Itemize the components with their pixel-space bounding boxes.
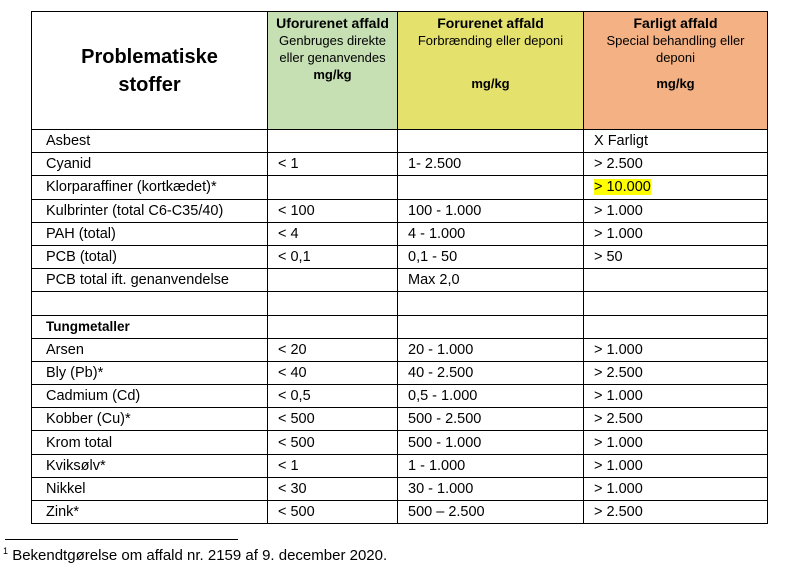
uforurenet-value: < 100 xyxy=(278,202,315,219)
uforurenet-value: < 1 xyxy=(278,457,299,474)
table-row xyxy=(32,222,768,245)
substance-cell xyxy=(32,408,268,431)
table-title: Problematiske stoffer xyxy=(81,45,218,96)
substance-cell xyxy=(32,269,268,292)
table-row xyxy=(32,431,768,454)
farligt-value: > 2.500 xyxy=(594,504,643,521)
table-row xyxy=(32,408,768,431)
waste-threshold-table xyxy=(31,11,768,524)
substance-value: Cyanid xyxy=(46,156,92,173)
substance-value: PAH (total) xyxy=(46,225,116,242)
forurenet-value: 0,5 - 1.000 xyxy=(408,388,478,405)
uforurenet-value: < 0,1 xyxy=(278,249,311,266)
substance-value: Tungmetaller xyxy=(46,319,130,335)
farligt-value: > 1.000 xyxy=(594,225,643,242)
forurenet-cell xyxy=(398,408,584,431)
farligt-cell xyxy=(584,153,768,176)
substance-cell xyxy=(32,199,268,222)
forurenet-cell xyxy=(398,501,584,524)
uforurenet-cell xyxy=(268,361,398,384)
farligt-cell xyxy=(584,385,768,408)
farligt-value: > 2.500 xyxy=(594,364,643,381)
substance-value: Klorparaffiner (kortkædet)* xyxy=(46,179,217,196)
table-row xyxy=(32,245,768,268)
farligt-value: > 1.000 xyxy=(594,434,643,451)
uforurenet-cell xyxy=(268,501,398,524)
farligt-cell xyxy=(584,408,768,431)
table-title-cell xyxy=(32,12,268,130)
table-row xyxy=(32,269,768,292)
substance-value: Kulbrinter (total C6-C35/40) xyxy=(46,202,224,219)
farligt-value: > 50 xyxy=(594,249,623,266)
header-uforurenet-unit: mg/kg xyxy=(313,67,352,82)
uforurenet-value: < 1 xyxy=(278,156,299,173)
table-row xyxy=(32,199,768,222)
uforurenet-value: < 20 xyxy=(278,341,307,358)
uforurenet-cell xyxy=(268,153,398,176)
table-row xyxy=(32,176,768,199)
table-row xyxy=(32,315,768,338)
substance-cell xyxy=(32,385,268,408)
farligt-cell xyxy=(584,245,768,268)
substance-cell xyxy=(32,130,268,153)
forurenet-value: 4 - 1.000 xyxy=(408,225,466,242)
table-row xyxy=(32,292,768,315)
forurenet-cell xyxy=(398,315,584,338)
forurenet-cell xyxy=(398,361,584,384)
farligt-cell xyxy=(584,222,768,245)
uforurenet-cell xyxy=(268,454,398,477)
header-uforurenet-title: Uforurenet affald xyxy=(276,15,389,31)
uforurenet-value: < 500 xyxy=(278,434,315,451)
footnote-separator xyxy=(5,539,238,540)
substance-value: PCB (total) xyxy=(46,249,117,266)
table-row xyxy=(32,385,768,408)
substance-cell xyxy=(32,501,268,524)
header-farligt-desc: Special behandling eller deponi xyxy=(606,33,745,65)
farligt-value: > 1.000 xyxy=(594,457,643,474)
farligt-cell xyxy=(584,292,768,315)
substance-value: Krom total xyxy=(46,434,113,451)
uforurenet-cell xyxy=(268,245,398,268)
forurenet-cell xyxy=(398,199,584,222)
uforurenet-value: < 30 xyxy=(278,480,307,497)
header-forurenet xyxy=(398,12,584,130)
forurenet-cell xyxy=(398,245,584,268)
forurenet-value: 100 - 1.000 xyxy=(408,202,482,219)
table-row xyxy=(32,454,768,477)
substance-value: Kobber (Cu)* xyxy=(46,411,131,428)
uforurenet-value: < 40 xyxy=(278,364,307,381)
header-row xyxy=(32,12,768,130)
uforurenet-value: < 0,5 xyxy=(278,388,311,405)
substance-value: Cadmium (Cd) xyxy=(46,388,141,405)
forurenet-cell xyxy=(398,222,584,245)
uforurenet-cell xyxy=(268,269,398,292)
substance-value: PCB total ift. genanvendelse xyxy=(46,272,229,289)
farligt-cell xyxy=(584,269,768,292)
uforurenet-cell xyxy=(268,431,398,454)
uforurenet-cell xyxy=(268,292,398,315)
forurenet-cell xyxy=(398,385,584,408)
uforurenet-cell xyxy=(268,315,398,338)
header-uforurenet xyxy=(268,12,398,130)
header-farligt-unit: mg/kg xyxy=(656,76,695,91)
uforurenet-cell xyxy=(268,477,398,500)
table-row xyxy=(32,153,768,176)
forurenet-cell xyxy=(398,431,584,454)
farligt-value: > 1.000 xyxy=(594,202,643,219)
substance-cell xyxy=(32,477,268,500)
farligt-value: > 2.500 xyxy=(594,411,643,428)
substance-value: Bly (Pb)* xyxy=(46,364,104,381)
farligt-value: > 1.000 xyxy=(594,341,643,358)
footnote-text: Bekendtgørelse om affald nr. 2159 af 9. december 2020. xyxy=(12,547,388,564)
forurenet-cell xyxy=(398,176,584,199)
farligt-cell xyxy=(584,338,768,361)
uforurenet-cell xyxy=(268,338,398,361)
footnote-marker: 1 xyxy=(3,546,9,556)
substance-cell xyxy=(32,245,268,268)
forurenet-cell xyxy=(398,292,584,315)
farligt-cell xyxy=(584,454,768,477)
forurenet-cell xyxy=(398,454,584,477)
substance-cell xyxy=(32,176,268,199)
uforurenet-cell xyxy=(268,408,398,431)
uforurenet-value: < 4 xyxy=(278,225,299,242)
substance-value: Arsen xyxy=(46,341,84,358)
header-uforurenet-desc: Genbruges direkte eller genanvendes xyxy=(279,33,386,65)
farligt-cell xyxy=(584,431,768,454)
uforurenet-cell xyxy=(268,385,398,408)
farligt-value: X Farligt xyxy=(594,133,648,150)
farligt-cell xyxy=(584,176,768,199)
farligt-value: > 1.000 xyxy=(594,480,643,497)
substance-value: Asbest xyxy=(46,133,91,150)
uforurenet-value: < 500 xyxy=(278,411,315,428)
substance-cell xyxy=(32,338,268,361)
forurenet-value: 0,1 - 50 xyxy=(408,249,458,266)
forurenet-value: 1 - 1.000 xyxy=(408,457,466,474)
uforurenet-cell xyxy=(268,176,398,199)
forurenet-value: 30 - 1.000 xyxy=(408,480,474,497)
forurenet-value: 500 - 2.500 xyxy=(408,411,482,428)
footnote xyxy=(3,547,387,564)
farligt-value: > 1.000 xyxy=(594,388,643,405)
farligt-value: > 2.500 xyxy=(594,156,643,173)
table-row xyxy=(32,477,768,500)
header-forurenet-title: Forurenet affald xyxy=(437,15,544,31)
substance-cell xyxy=(32,454,268,477)
forurenet-value: 500 – 2.500 xyxy=(408,504,485,521)
substance-cell xyxy=(32,315,268,338)
table-row xyxy=(32,338,768,361)
farligt-cell xyxy=(584,477,768,500)
forurenet-cell xyxy=(398,477,584,500)
farligt-cell xyxy=(584,361,768,384)
farligt-cell xyxy=(584,315,768,338)
substance-value: Nikkel xyxy=(46,480,86,497)
forurenet-value: 500 - 1.000 xyxy=(408,434,482,451)
table-body xyxy=(32,130,768,524)
uforurenet-value: < 500 xyxy=(278,504,315,521)
substance-value: Zink* xyxy=(46,504,80,521)
forurenet-cell xyxy=(398,153,584,176)
substance-cell xyxy=(32,292,268,315)
forurenet-cell xyxy=(398,130,584,153)
substance-value: Kviksølv* xyxy=(46,457,106,474)
uforurenet-cell xyxy=(268,222,398,245)
forurenet-cell xyxy=(398,269,584,292)
header-farligt-title: Farligt affald xyxy=(633,15,718,31)
table-row xyxy=(32,130,768,153)
header-forurenet-desc: Forbrænding eller deponi xyxy=(417,33,564,48)
forurenet-value: 20 - 1.000 xyxy=(408,341,474,358)
header-farligt xyxy=(584,12,768,130)
farligt-value: > 10.000 xyxy=(594,179,651,196)
uforurenet-cell xyxy=(268,199,398,222)
table-row xyxy=(32,501,768,524)
substance-cell xyxy=(32,431,268,454)
substance-cell xyxy=(32,361,268,384)
table-row xyxy=(32,361,768,384)
forurenet-value: 40 - 2.500 xyxy=(408,364,474,381)
farligt-cell xyxy=(584,130,768,153)
forurenet-value: 1- 2.500 xyxy=(408,156,462,173)
substance-cell xyxy=(32,153,268,176)
farligt-cell xyxy=(584,501,768,524)
header-forurenet-unit: mg/kg xyxy=(471,76,510,91)
substance-cell xyxy=(32,222,268,245)
forurenet-cell xyxy=(398,338,584,361)
farligt-cell xyxy=(584,199,768,222)
uforurenet-cell xyxy=(268,130,398,153)
forurenet-value: Max 2,0 xyxy=(408,272,460,289)
